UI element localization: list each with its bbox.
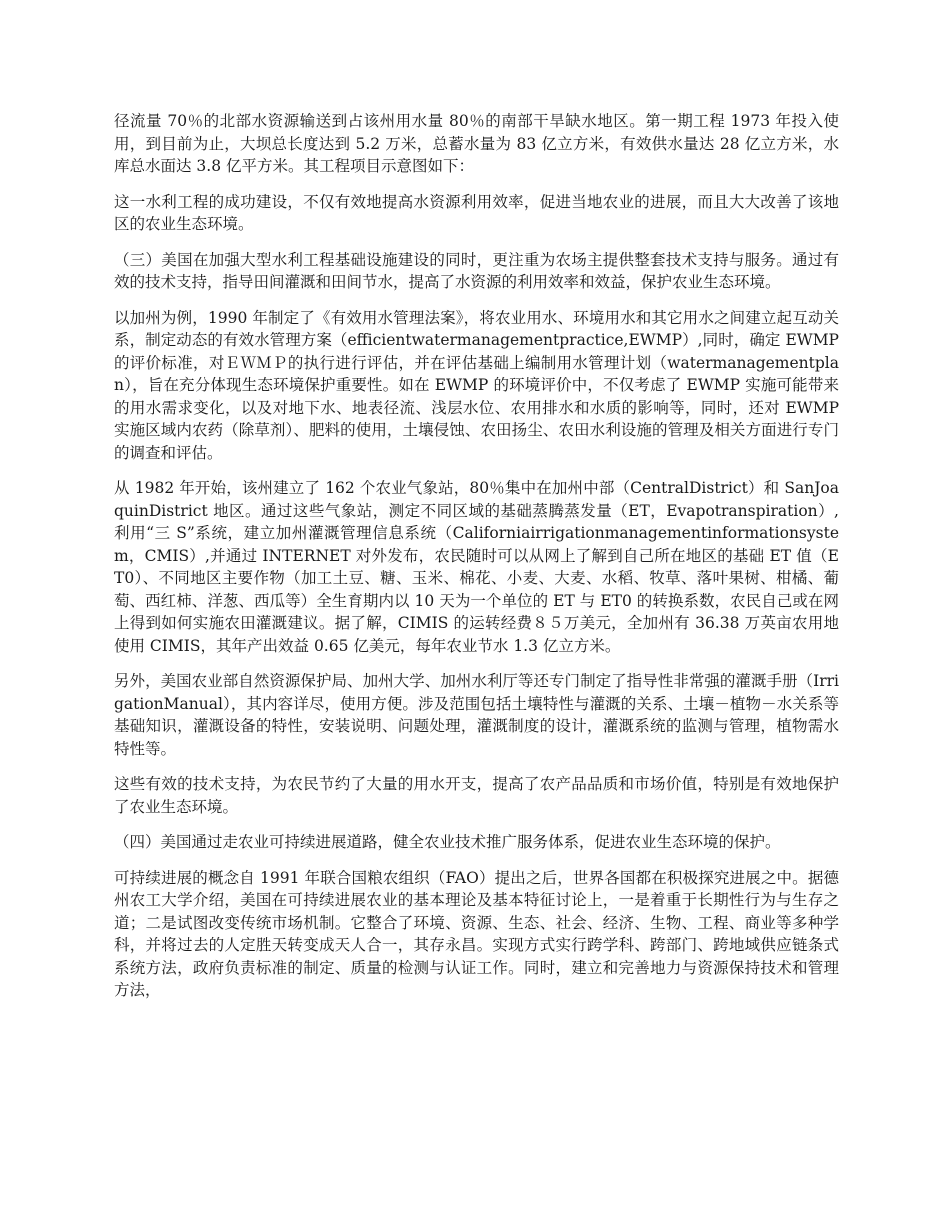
paragraph-irrigation-manual: 另外，美国农业部自然资源保护局、加州大学、加州水利厅等还专门制定了指导性非常强的灌溉手册（IrrigationManual），其内容详尽，使用方便。涉及范围包括土壤特性与灌溉的关系、土壤－植物－水关系等基础知识，灌溉设备的特性，安装说明、问题处理，灌溉制度的设计，灌溉系统的监测与管理，植物需水特性等。 (114, 672, 839, 758)
paragraph-section-four-heading: （四）美国通过走农业可持续进展道路，健全农业技术推广服务体系，促进农业生态环境的保护。 (114, 833, 781, 851)
paragraph-technical-support-summary: 这些有效的技术支持，为农民节约了大量的用水开支，提高了农产品品质和市场价值，特别是有效地保护了农业生态环境。 (114, 775, 839, 816)
document-body (114, 110, 839, 1015)
paragraph-project-benefits: 这一水利工程的成功建设，不仅有效地提高水资源利用效率，促进当地农业的进展，而且大大改善了该地区的农业生态环境。 (114, 192, 839, 233)
paragraph-water-transfer-project: 径流量 70％的北部水资源输送到占该州用水量 80％的南部干旱缺水地区。第一期工程 1973 年投入使用，到目前为止，大坝总长度达到 5.2 万米，总蓄水量为 83 亿立方米，有效供水量达 28 亿立方米，水库总水面达 3.8 亿平方米。其工程项目示意图如下： (114, 112, 839, 175)
paragraph-sustainable-development: 可持续进展的概念自 1991 年联合国粮农组织（FAO）提出之后，世界各国都在积极探究进展之中。据德州农工大学介绍，美国在可持续进展农业的基本理论及基本特征讨论上，一是着重于长期性行为与生存之道；二是试图改变传统市场机制。它整合了环境、资源、生态、社会、经济、生物、工程、商业等多种学科，并将过去的人定胜天转变成天人合一，其存永昌。实现方式实行跨学科、跨部门、跨地域供应链条式系统方法，政府负责标准的制定、质量的检测与认证工作。同时，建立和完善地力与资源保持技术和管理方法， (114, 868, 839, 999)
paragraph-section-three-heading: （三）美国在加强大型水利工程基础设施建设的同时，更注重为农场主提供整套技术支持与服务。通过有效的技术支持，指导田间灌溉和田间节水，提高了水资源的利用效率和效益，保护农业生态环境。 (114, 250, 839, 291)
paragraph-california-ewmp: 以加州为例，1990 年制定了《有效用水管理法案》，将农业用水、环境用水和其它用水之间建立起互动关系，制定动态的有效水管理方案（efficientwatermanagementpractice,EWMP）,同时，确定 EWMP 的评价标准，对ＥＷＭＰ的执行进行评估，并在评估基础上编制用水管理计划（watermanagementplan），旨在充分体现生态环境保护重要性。如在 EWMP 的环境评价中，不仅考虑了 EWMP 实施可能带来的用水需求变化，以及对地下水、地表径流、浅层水位、农用排水和水质的影响等，同时，还对 EWMP 实施区域内农药（除草剂）、肥料的使用，土壤侵蚀、农田扬尘、农田水利设施的管理及相关方面进行专门的调查和评估。 (114, 308, 839, 462)
paragraph-weather-stations-cimis: 从 1982 年开始，该州建立了 162 个农业气象站，80％集中在加州中部（CentralDistrict）和 SanJoaquinDistrict 地区。通过这些气象站，测定不同区域的基础蒸腾蒸发量（ET，Evapotranspiration）,利用“三 S”系统，建立加州灌溉管理信息系统（Californiairrigationmanagementinformationsystem，CMIS）,并通过 INTERNET 对外发布，农民随时可以从网上了解到自己所在地区的基础 ET 值（ET0）、不同地区主要作物（加工土豆、糖、玉米、棉花、小麦、大麦、水稻、牧草、落叶果树、柑橘、葡萄、西红柿、洋葱、西瓜等）全生育期内以 10 天为一个单位的 ET 与 ET0 的转换系数，农民自己或在网上得到如何实施农田灌溉建议。据了解，CIMIS 的运转经费８５万美元，全加州有 36.38 万英亩农用地使用 CIMIS，其年产出效益 0.65 亿美元，每年农业节水 1.3 亿立方米。 (114, 479, 839, 655)
